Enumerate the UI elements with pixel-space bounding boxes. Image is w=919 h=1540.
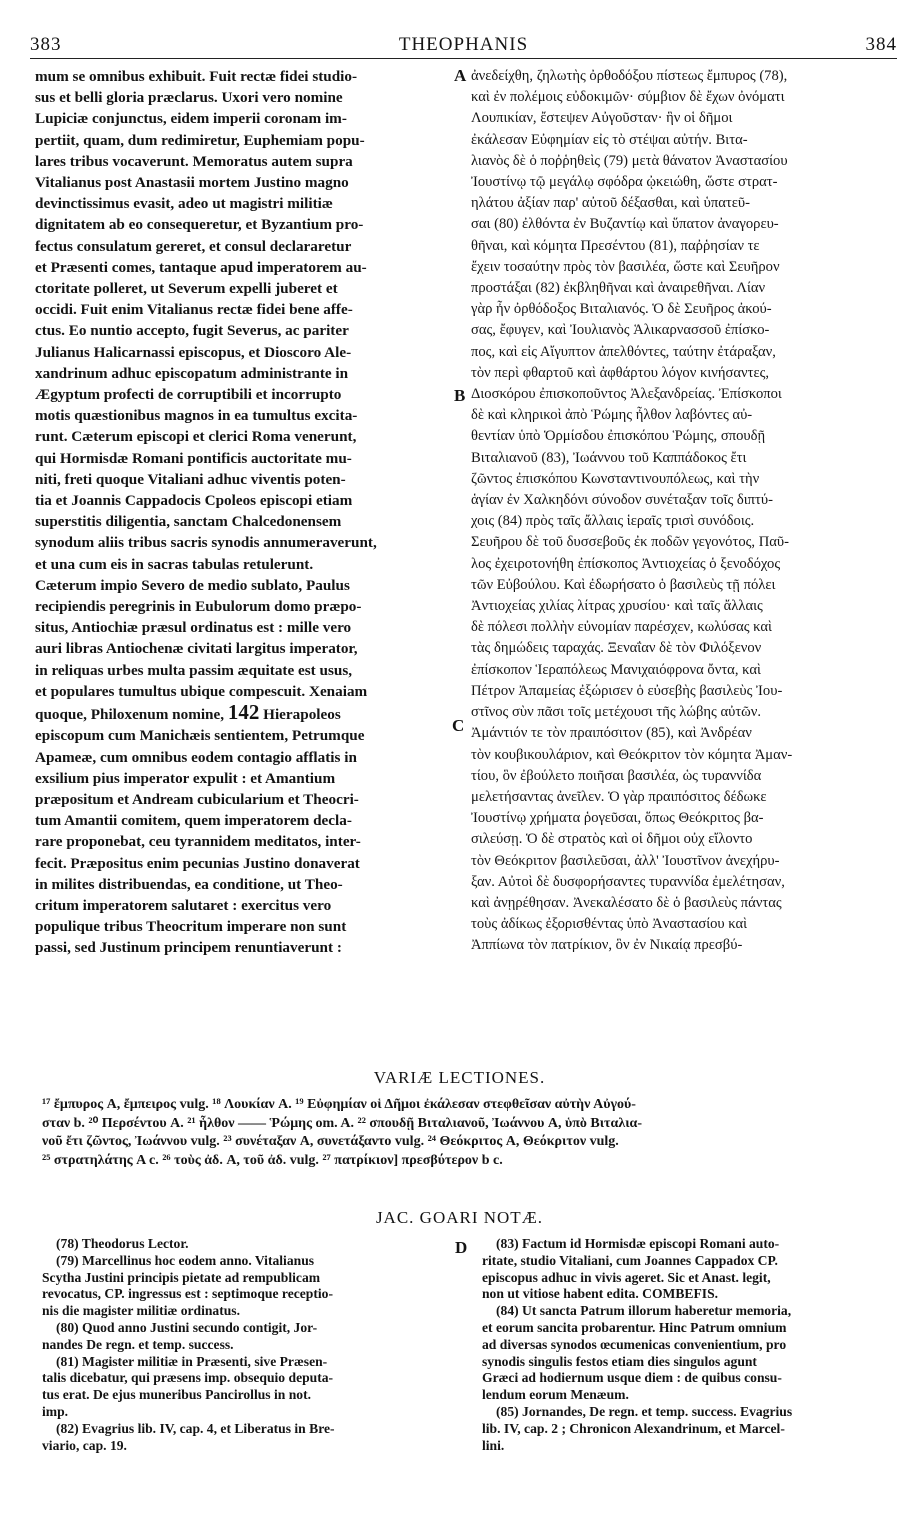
- latin-text-line: situs, Antiochiæ præsul ordinatus est : mille vero: [35, 619, 352, 637]
- latin-text-line: Apameæ, cum omnibus eodem contagio afflatis in: [35, 748, 357, 766]
- greek-text-line: ἀνεδείχθη, ζηλωτὴς ὀρθοδόξου πίστεως ἔμπυρος (78),: [471, 68, 788, 84]
- latin-text-line: præpositum et Andream cubicularium et Theocri-: [35, 790, 359, 808]
- note-line: (79) Marcellinus hoc eodem anno. Vitalianus: [56, 1252, 315, 1268]
- note-line: tus erat. De ejus muneribus Pancirollus in not.: [42, 1387, 311, 1403]
- note-line: viario, cap. 19.: [42, 1437, 127, 1453]
- note-line: talis dicebatur, qui præsens imp. obsequio deputa-: [42, 1370, 334, 1386]
- latin-text-line: lares tribus vocaverunt. Memoratus autem supra: [35, 152, 353, 170]
- latin-text-line: Cæterum impio Severo de medio sublato, Paulus: [35, 576, 350, 594]
- latin-text-line: rare proponebat, ceu tyrannidem meditatos, inter-: [35, 833, 361, 851]
- variae-lectiones: [42, 1096, 908, 1170]
- greek-text-line: γὰρ ἦν ὀρθόδοξος Βιταλιανός. Ὁ δὲ Σευῆρος ἀκού-: [471, 301, 772, 318]
- greek-text-line: καὶ ἐν πολέμοις εὐδοκιμῶν· σύμβιον δὲ ἔχων ὀνόματι: [471, 89, 785, 106]
- latin-text-line: ctus. Eo nuntio accepto, fugit Severus, ac pariter: [35, 322, 349, 340]
- greek-text-line: ἁγίαν ἐν Χαλκηδόνι σύνοδον συνέταξαν τοῖς διπτύ-: [471, 492, 773, 509]
- latin-text-fragment: quoque, Philoxenum nomine,: [35, 706, 228, 724]
- margin-marker-a: A: [454, 66, 467, 85]
- note-line: (85) Jornandes, De regn. et temp. success. Evagrius: [496, 1403, 793, 1419]
- note-line: (81) Magister militiæ in Præsenti, sive Præsen-: [56, 1353, 328, 1369]
- greek-text-line: τὸν κουβικουλάριον, καὶ Θεόκριτον τὸν κόμητα Ἀμαν-: [471, 746, 793, 763]
- note-line: revocatus, CP. ingressus est : septimoque receptio-: [42, 1286, 333, 1302]
- page-number-left: 383: [30, 34, 62, 55]
- latin-text-line: et populares tumultus ubique compescuit. Xenaiam: [35, 682, 368, 700]
- latin-text-line: sus et belli gloria præclarus. Uxori vero nomine: [35, 89, 343, 107]
- latin-text-line: critum imperatorem salutaret : exercitus vero: [35, 896, 332, 914]
- variant-reading-line: σταν b. ²⁰ Περσέντου A. ²¹ ἦλθον —— Ῥώμης om. A. ²² σπουδῇ Βιταλιανοῦ, Ἰωάννου A, ὑπὸ Βιταλια-: [42, 1115, 643, 1131]
- greek-text-line: προστάξαι (82) ἐκβληθῆναι καὶ ἀναιρεθῆναι. Λίαν: [471, 280, 766, 297]
- latin-text-line: ctoritate polleret, ut Severum expelli juberet et: [35, 280, 338, 298]
- note-line: ritate, studio Vitaliani, cum Joannes Cappadox CP.: [482, 1252, 778, 1268]
- note-line: non ut vitiose habent edita. COMBEFIS.: [482, 1286, 719, 1302]
- greek-text-line: καὶ ἀνῃρέθησαν. Ἀνεκαλέσατο δὲ ὁ βασιλεὺς πάντας: [471, 894, 782, 911]
- greek-text-line: Πέτρον Ἀπαμείας ἐξώρισεν ὁ εὐσεβὴς βασιλεὺς Ἰου-: [471, 682, 783, 699]
- greek-text-line: θῆναι, καὶ κόμητα Πρεσέντου (81), παῤῥησίαν τε: [471, 237, 760, 254]
- greek-text-line: Λουπικίαν, ἔστεψεν Αὐγοῦσταν· ἣν οἱ δῆμοι: [471, 110, 733, 127]
- greek-text-line: ἔχειν τοσαύτην πρὸς τὸν βασιλέα, ὥστε καὶ Σευῆρον: [471, 258, 780, 275]
- note-line: lendum eorum Menæum.: [482, 1387, 629, 1403]
- greek-text-line: λος ἐχειροτονήθη ἐπίσκοπος Ἀντιοχείας ὁ ξενοδόχος: [471, 555, 781, 572]
- latin-text-line: Julianus Halicarnassi episcopus, et Dioscoro Ale-: [35, 343, 352, 361]
- latin-text-line: niti, freti quoque Vitaliani adhuc viventis poten-: [35, 470, 346, 488]
- latin-text-line: occidi. Fuit enim Vitalianus rectæ fidei bene affe-: [35, 301, 353, 319]
- greek-text-line: Ἀμάντιόν τε τὸν πραιπόσιτον (85), καὶ Ἀνδρέαν: [471, 725, 752, 742]
- greek-text-line: ἐπίσκοπον Ἱεραπόλεως Μανιχαιόφρονα ὄντα, καὶ: [471, 661, 761, 678]
- latin-text-line: pertiit, quam, dum redimiretur, Euphemiam popu-: [35, 131, 365, 149]
- greek-text-line: πος, καὶ εἰς Αἴγυπτον ἀπελθόντες, ταύτην ἐτάραξαν,: [471, 343, 776, 360]
- greek-text-line: τὸν περὶ φθαρτοῦ καὶ ἀφθάρτου λόγον κινήσαντες,: [471, 364, 770, 381]
- note-line: ad diversas synodos œcumenicas convenientium, pro: [482, 1336, 787, 1352]
- greek-text-line: δὲ καὶ κληρικοὶ ἀπὸ Ῥώμης ἦλθον λαβόντες αὐ-: [471, 407, 753, 424]
- note-line: (84) Ut sancta Patrum illorum haberetur memoria,: [496, 1303, 792, 1319]
- latin-text-line: auri libras Antiochenæ civitati largitus imperator,: [35, 640, 358, 658]
- latin-column: [35, 66, 447, 959]
- note-line: (78) Theodorus Lector.: [56, 1236, 189, 1251]
- margin-marker-d: D: [455, 1238, 468, 1257]
- variant-reading-line: ²⁵ στρατηλάτης A c. ²⁶ τοὺς ἀδ. A, τοῦ ἀδ. vulg. ²⁷ πατρίκιον] πρεσβύτερον b c.: [42, 1152, 503, 1168]
- page-number-right: 384: [865, 34, 897, 55]
- greek-text-line: ἐκάλεσαν Εὐφημίαν εἰς τὸ στέψαι αὐτήν. Βιτα-: [471, 131, 748, 148]
- note-line: lini.: [482, 1437, 505, 1453]
- greek-text-line: Ἀντιοχείας χιλίας λίτρας χρυσίου· καὶ ταῖς ἄλλαις: [471, 598, 763, 615]
- note-line: synodis singulis festos etiam dies singulos agunt: [482, 1353, 757, 1369]
- latin-text-line: tum Amantii comitem, quem imperatorem decla-: [35, 812, 352, 830]
- greek-text-line: τῶν Εὐβούλου. Καὶ ἐδωρήσατο ὁ βασιλεὺς τῇ πόλει: [471, 576, 776, 593]
- greek-text-line: λιανὸς δὲ ὁ ποῤῥηθεὶς (79) μετὰ θάνατον Ἀναστασίου: [471, 152, 788, 169]
- folio-number: 142: [227, 702, 260, 725]
- greek-text-line: Ἰουστίνῳ χρήματα ῥογεῦσαι, ὅπως Θεόκριτος βα-: [471, 810, 764, 827]
- note-line: imp.: [42, 1403, 69, 1419]
- latin-text-line: Lupiciæ conjunctus, eidem imperii coronam im-: [35, 110, 347, 128]
- latin-text-line: xandrinum adhuc episcopatum administrante in: [35, 364, 349, 382]
- note-line: et eorum sancita probarentur. Hinc Patrum omnium: [482, 1319, 787, 1335]
- greek-text-line: θεντίαν ὑπὸ Ὁρμίσδου ἐπισκόπου Ῥώμης, σπουδῇ: [471, 428, 766, 445]
- latin-text-line: motis quæstionibus magnos in ea tumultus excita-: [35, 407, 358, 425]
- latin-text-line: in milites distribuendas, ea conditione, ut Theo-: [35, 875, 343, 893]
- note-line: (82) Evagrius lib. IV, cap. 4, et Liberatus in Bre-: [56, 1420, 335, 1436]
- greek-text-line: ηλάτου ἀξίαν παρ' αὐτοῦ δέξασθαι, καὶ ὑπατεῦ-: [471, 195, 750, 212]
- note-line: (83) Factum id Hormisdæ episcopi Romani auto-: [496, 1236, 780, 1251]
- variant-reading-line: ¹⁷ ἔμπυρος A, ἔμπειρος vulg. ¹⁸ Λουκίαν A. ¹⁹ Εὐφημίαν οἱ Δῆμοι ἐκάλεσαν στεφθεῖσαν αὐτὴν Αὐγού-: [42, 1097, 636, 1112]
- margin-marker-b: B: [454, 386, 466, 405]
- latin-text-line: mum se omnibus exhibuit. Fuit rectæ fidei studio-: [35, 68, 358, 85]
- notae-title: JAC. GOARI NOTÆ.: [375, 1208, 544, 1227]
- note-line: nandes De regn. et temp. success.: [42, 1336, 234, 1352]
- greek-text-line: Ἀππίωνα τὸν πατρίκιον, ὃν ἐν Νικαίᾳ πρεσβύ-: [471, 937, 743, 954]
- greek-text-line: Σευῆρου δὲ τοῦ δυσσεβοῦς ἐκ ποδῶν γεγονότος, Παῦ-: [471, 534, 789, 551]
- greek-text-line: τίου, ὃν ἐβούλετο ποιῆσαι βασιλέα, ὡς τυραννίδα: [471, 767, 762, 784]
- running-head: [30, 30, 897, 59]
- latin-text-line: synodum aliis tribus sacris synodis annumeraverunt,: [35, 534, 377, 552]
- greek-text-line: μελετήσαντας ἀνεῖλεν. Ὁ γὰρ πραιπόσιτος δέδωκε: [471, 788, 767, 805]
- variae-lectiones-title: VARIÆ LECTIONES.: [373, 1068, 546, 1087]
- latin-text-line: fecit. Præpositus enim pecunias Justino donaverat: [35, 854, 360, 872]
- latin-text-line: exsilium pius imperator expulit : et Amantium: [35, 769, 336, 787]
- latin-text-fragment: Hierapoleos: [259, 706, 341, 724]
- note-line: (80) Quod anno Justini secundo contigit, Jor-: [56, 1319, 318, 1335]
- latin-text-line: fectus consulatum gereret, et consul declararetur: [35, 237, 352, 255]
- greek-text-line: Διοσκόρου ἐπισκοποῦντος Ἀλεξανδρείας. Ἐπίσκοποι: [471, 386, 782, 403]
- greek-text-line: τὸν Θεόκριτον βασιλεῦσαι, ἀλλ' Ἰουστῖνον ἀνεχήρυ-: [471, 852, 780, 869]
- latin-text-line: [35, 702, 447, 725]
- greek-text-line: ξαν. Αὐτοὶ δὲ δυσφορήσαντες τυραννίδα ἐμελέτησαν,: [471, 873, 785, 890]
- latin-text-line: dignitatem ab eo consequeretur, et Byzantium pro-: [35, 216, 364, 234]
- latin-text-line: Ægyptum profecti de corruptibili et incorrupto: [35, 386, 342, 404]
- running-title: THEOPHANIS: [398, 34, 529, 55]
- margin-marker-c: C: [452, 716, 465, 735]
- note-line: nis die magister militiæ ordinatus.: [42, 1303, 240, 1319]
- greek-text-line: σιλεύσῃ. Ὁ δὲ στρατὸς καὶ οἱ δῆμοι οὐχ εἴλοντο: [471, 831, 753, 848]
- latin-text-line: Vitalianus post Anastasii mortem Justino magno: [35, 174, 349, 192]
- greek-text-line: δὲ πόλεσι πολλὴν εὐνομίαν παρέσχεν, κωλύσας καὶ: [471, 619, 772, 636]
- latin-text-line: runt. Cæterum episcopi et clerici Roma venerunt,: [35, 428, 357, 446]
- variant-reading-line: νοῦ ἔτι ζῶντος, Ἰωάννου vulg. ²³ συνέταξαν A, συνετάξαντο vulg. ²⁴ Θεόκριτος A, Θεόκριτον vulg.: [42, 1134, 619, 1149]
- note-line: Græci ad hodiernum usque diem : de quibus consu-: [482, 1370, 782, 1386]
- latin-text-line: devinctissimus evasit, adeo ut magistri militiæ: [35, 195, 333, 213]
- latin-text-line: recipiendis peregrinis in Eubulorum domo præpo-: [35, 598, 362, 616]
- greek-column: [471, 66, 903, 957]
- notes-left-column: [42, 1236, 442, 1454]
- greek-text-line: Βιταλιανοῦ (83), Ἰωάννου τοῦ Καππάδοκος ἔτι: [471, 449, 747, 466]
- greek-text-line: χοις (84) πρὸς ταῖς ἄλλαις ἱεραῖς τρισὶ συνόδοις.: [471, 513, 755, 530]
- latin-text-line: et Præsenti comes, tantaque apud imperatorem au-: [35, 258, 367, 276]
- latin-text-line: tia et Joannis Cappadocis Cpoleos episcopi etiam: [35, 492, 353, 510]
- latin-text-line: et una cum eis in sacras tabulas retulerunt.: [35, 555, 314, 573]
- latin-text-line: passi, sed Justinum principem renuntiaverunt :: [35, 939, 342, 957]
- greek-text-line: στῖνος σὺν πᾶσι τοῖς μετέχουσι τῆς λώβης αὐτῶν.: [471, 704, 762, 721]
- latin-text-line: qui Hormisdæ Romani pontificis auctoritate mu-: [35, 449, 352, 467]
- latin-text-line: episcopum cum Manichæis sentientem, Petrumque: [35, 727, 365, 745]
- greek-text-line: τοὺς ἀδίκως ἐξορισθέντας ὑπὸ Ἀναστασίου καὶ: [471, 916, 748, 933]
- greek-text-line: ζῶντος ἐπισκόπου Κωνσταντινουπόλεως, καὶ τὴν: [471, 470, 760, 487]
- greek-text-line: σας, ἔφυγεν, καὶ Ἰουλιανὸς Ἁλικαρνασσοῦ ἐπίσκο-: [471, 322, 770, 339]
- greek-text-line: τὰς δημώδεις ταραχάς. Ξεναΐαν δὲ τὸν Φιλόξενον: [471, 640, 762, 657]
- greek-text-line: σαι (80) ἐλθόντα ἐν Βυζαντίῳ καὶ ὕπατον ἀναγορευ-: [471, 216, 779, 233]
- greek-text-line: Ἰουστίνῳ τῷ μεγάλῳ σφόδρα ᾠκειώθη, ὥστε στρατ-: [471, 174, 778, 191]
- latin-text-line: superstitis diligentia, sanctam Chalcedonensem: [35, 513, 342, 531]
- latin-text-line: in reliquas urbes multa passim æquitate est usus,: [35, 661, 353, 679]
- note-line: episcopus adhuc in vivis ageret. Sic et Anast. legit,: [482, 1269, 771, 1285]
- notes-right-column: [482, 1236, 902, 1454]
- note-line: lib. IV, cap. 2 ; Chronicon Alexandrinum, et Marcel-: [482, 1420, 785, 1436]
- note-line: Scytha Justini principis pietate ad rempublicam: [42, 1269, 321, 1285]
- latin-text-line: populique tribus Theocritum imperare non sunt: [35, 918, 347, 936]
